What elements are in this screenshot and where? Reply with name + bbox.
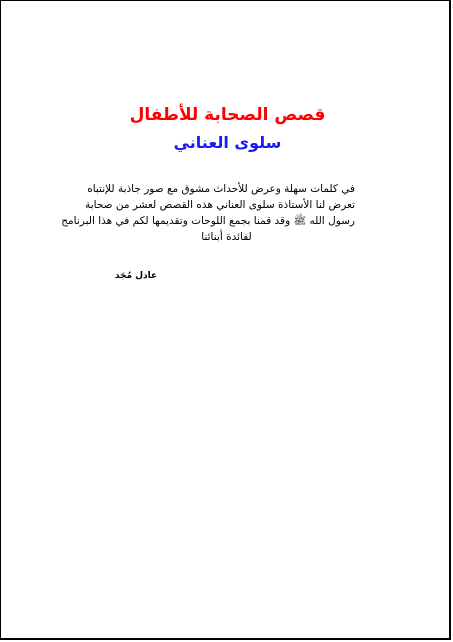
document-title: قصص الصحابة للأطفال [129, 105, 326, 125]
signature: عادل مُجَد [114, 271, 158, 281]
paragraph-line: لفائدة أبنائنا [201, 231, 252, 243]
author-name: سلوى العناني [173, 133, 282, 152]
paragraph-line: رسول الله ﷺ وقد قمنا بجمع اللوحات وتقديمها لكم في هذا البرنامج [61, 215, 355, 227]
paragraph-line: في كلمات سهلة وعرض للأحداث مشوق مع صور جاذبة للإنتباه [87, 183, 355, 195]
paragraph-line: تعرض لنا الأستاذة سلوى العناني هذه القصص لعشر من صحابة [85, 199, 355, 211]
introduction-paragraph [61, 181, 355, 245]
